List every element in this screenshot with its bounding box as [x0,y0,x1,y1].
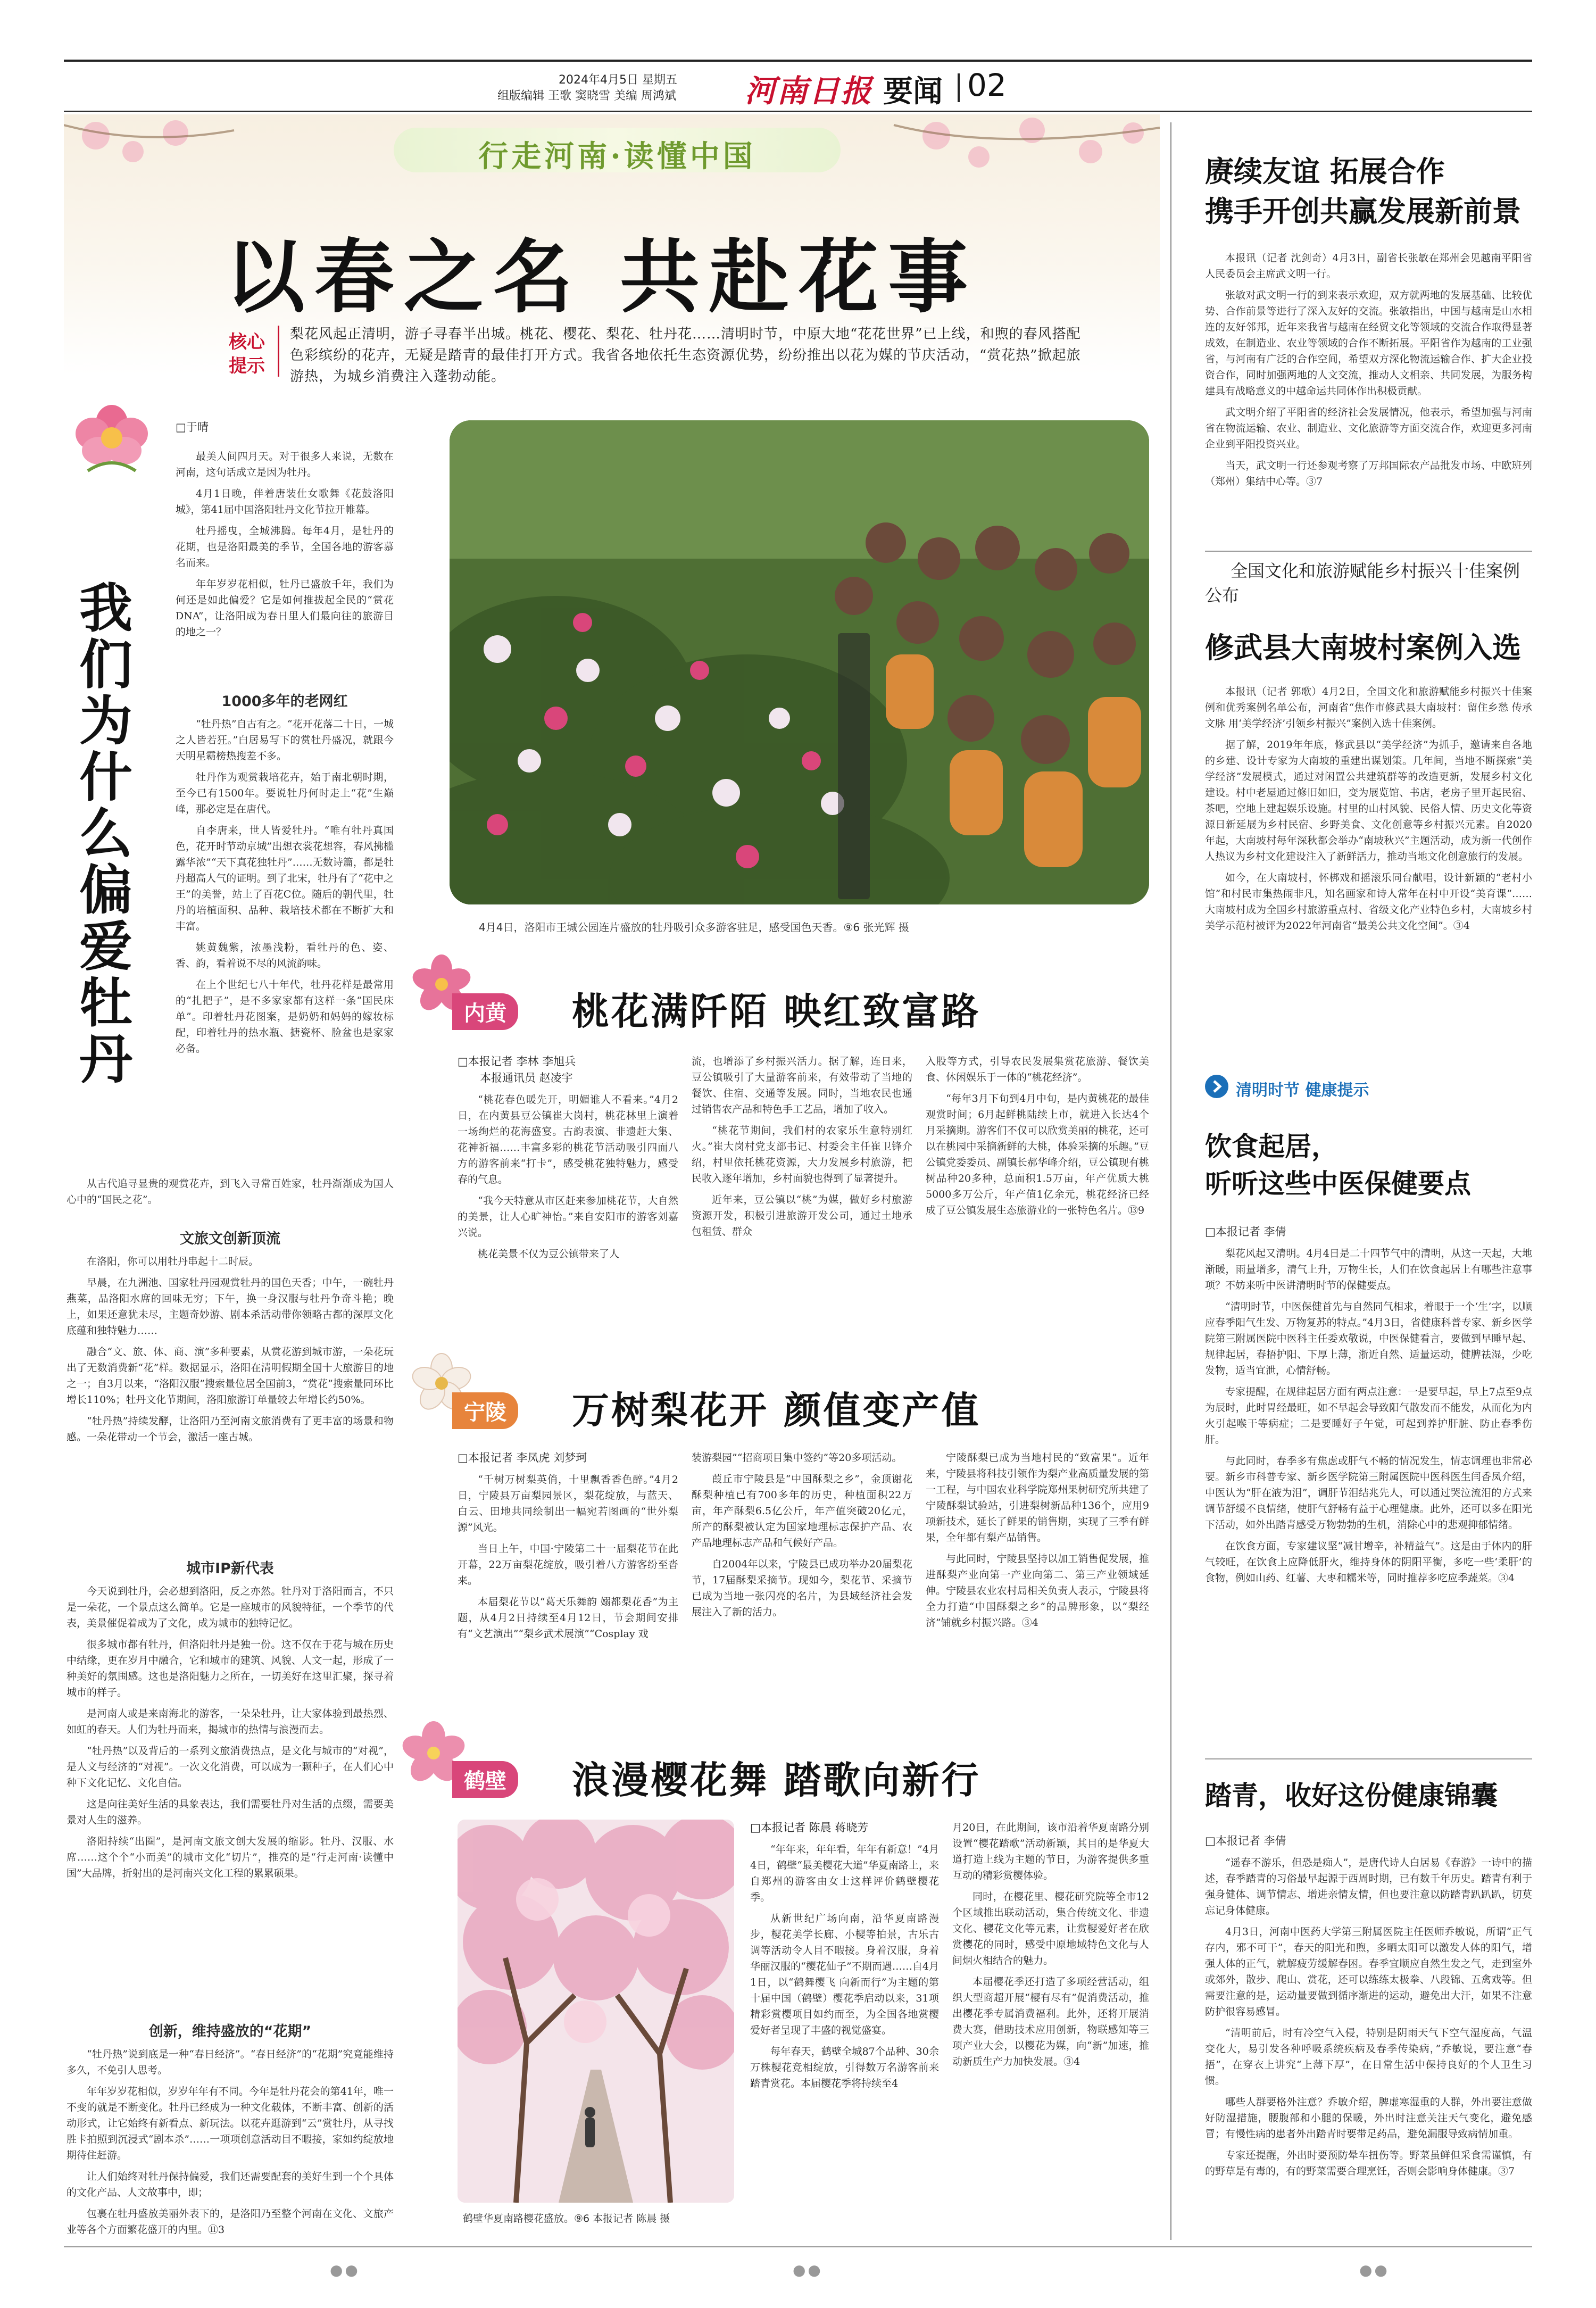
arrow-right-icon [1205,1075,1228,1098]
ningling-col-2 [692,1450,912,1726]
peony-crowd-illustration [450,420,1149,904]
peony-section-4 [66,2016,394,2240]
cherry-avenue-photo [458,1820,734,2203]
peony-s1-p6: 从古代追寻显贵的观赏花卉，到飞入寻常百姓家，牡丹渐渐成为国人心中的“国民之花”。 [66,1178,394,1206]
a2-title: 修武县大南坡村案例入选 [1205,630,1521,665]
a3-badge [1205,1075,1471,1098]
ningling-col-1 [458,1450,678,1726]
footer-dots-center: ●● [793,2261,823,2279]
a3-byline: □本报记者 李倩 [1205,1225,1286,1238]
peony-s3-p1: 今天说到牡丹，会必想到洛阳，反之亦然。牡丹对于洛阳而言，不只是一朵花，一个景点这么简单。它是一座城市的风貌特征，一个季节的代表，美景催促着成为了文化，成为城市的独特记忆。 [66,1585,394,1629]
a3-title-line-1: 饮食起居， [1205,1131,1338,1162]
peony-intro-p4: 年年岁岁花相似，牡丹已盛放千年，我们为何还是如此偏爱？它是如何推拔起全民的“赏花DNA”，让洛阳成为春日里人们最向往的旅游目的地之一？ [176,578,394,638]
a1-title-line-2: 携手开创共赢发展新前景 [1205,194,1521,228]
ningling-c1-p2: 当日上午，中国·宁陵第二十一届梨花节在此开幕，22万亩梨花绽放，吸引着八方游客纷至沓来。 [458,1543,678,1587]
neihuang-col-1 [458,1053,678,1357]
hebi-c2-p2: 同时，在樱花里、樱花研究院等全市12个区域推出联动活动，集合传统文化、非遗文化、樱花文化等元素，让赏樱爱好者在欣赏樱花的同时，感受中原地域特色文化与人间烟火相结合的魅力。 [952,1891,1149,1966]
main-photo-caption: 4月4日，洛阳市王城公园连片盛放的牡丹吸引众多游客驻足，感受国色天香。⑨6 张光辉 摄 [479,921,909,934]
peony-s4-p3: 让人们始终对牡丹保持偏爱，我们还需要配套的美好生到一个个具体的文化产品、人文故事中，即； [66,2171,394,2198]
right-rule-1 [1205,551,1532,552]
neihuang-title: 桃花满阡陌 映红致富路 [572,989,981,1033]
a4-p5: 专家还提醒，外出时要预防晕车扭伤等。野菜虽鲜但采食需谨慎，有的野草是有毒的，有的野菜需要合理烹饪，否则会影响身体健康。③7 [1205,2149,1532,2177]
a2-p1: 本报讯（记者 郭歌）4月2日，全国文化和旅游赋能乡村振兴十佳案例和优秀案例名单公布，河南省“焦作市修武县大南坡村：留住乡愁 传承文脉 用‘美学经济’引领乡村振兴”案例入选十佳案例。 [1205,686,1532,729]
neihuang-tag: 内黄 [452,993,518,1030]
neihuang-c3-p2: “每年3月下旬到4月中旬，是内黄桃花的最佳观赏时间；6月起鲜桃陆续上市，就进入长达4个月采摘期。游客们不仅可以欣赏美丽的桃花，还可以在桃园中采摘新鲜的大桃，体验采摘的乐趣。”豆公镇党委委员、副镇长郝华峰介绍，豆公镇现有桃树品种20多种，总面积1.5万亩，年产优质大桃5000多万公斤，年产值1亿余元，桃花经济已经成了豆公镇发展生态旅游业的一张特色名片。⑬9 [926,1093,1149,1216]
a3-p4: 与此同时，春季多有焦虑或肝气不畅的情况发生，情志调理也非常必要。新乡市科普专家、新乡医学院第三附属医院中医科医生闫香凤介绍，中医认为“肝在液为泪”，调肝节泪结兆先人，可以通过哭泣流泪的方式来调节舒缓不良情绪，使肝气舒畅有益于心理健康。此外，还可以多在阳光下活动，如外出踏青感受万物勃勃的生机，消除心中的悲观抑郁情绪。 [1205,1455,1532,1531]
core-divider [278,326,279,377]
newspaper-logo: 河南日报 [745,73,873,109]
peony-section-1 [176,686,394,1176]
hebi-byline: □本报记者 陈晨 蒋晓芳 [750,1821,869,1834]
section-name: 要闻 [883,74,943,109]
banner-slogan: 行走河南·读懂中国 [478,139,756,174]
hebi-photo-caption: 鹤壁华夏南路樱花盛放。⑨6 本报记者 陈晨 摄 [463,2213,670,2224]
a3-p2: “清明时节，中医保健首先与自然同气相求，着眼于一个‘生’字，以顺应春季阳气生发、万物复苏的特点。”4月3日，省健康科普专家、新乡医学院第三附属医院中医科主任委欢敬说，中医保健看言，要做到早睡早起、规律起居，春捂护阳、下厚上薄，浙近自然、适量运动，健脾祛湿，少吃发物，适当宜泄，心情舒畅。 [1205,1301,1532,1376]
hebi-c2-p3: 本届樱花季还打造了多项经营活动，组织大型商超开展“樱有尽有”促消费活动，推出樱花季专属消费福利。此外，还将开展消费大赛，借助技术应用创新，物联感知等三项产业大会，以樱花为媒，向“新”加速，推动新质生产力加快发展。③4 [952,1976,1149,2068]
peony-s4-p1: “牡丹热”说到底是一种“春日经济”。“春日经济”的“花期”究竟能维持多久，不免引人思考。 [66,2048,394,2076]
peony-s2-p2: 早晨，在九洲池、国家牡丹园观赏牡丹的国色天香；中午，一碗牡丹燕菜，品洛阳水席的回味无穷；下午，换一身汉服与牡丹争奇斗艳；晚上，如果还意犹未尽，主题奇妙游、剧本杀活动带你领略古都的深厚文化底蕴和独特魅力…… [66,1277,394,1336]
peony-heading-4: 创新，维持盛放的“花期” [148,2023,312,2040]
hebi-c1-p2: 从新世纪广场向南，沿华夏南路漫步，樱花美学长廊、小樱等拍景，古乐古调等活动令人目不暇接。身着汉服，身着华丽汉服的“樱花仙子”不期而遇……自4月1日，以“鹤舞樱飞 向新而行”为主题的第十届中国（鹤壁）樱花季启动以来，31项精彩赏樱项目如约而至，为全国各地赏樱爱好者呈现了丰盛的视觉盛宴。 [750,1913,939,2036]
peony-intro-p3: 牡丹摇曳，全城沸腾。每年4月，是牡丹的花期，也是洛阳最美的季节，全国各地的游客慕名而来。 [176,525,394,569]
peony-heading-1: 1000多年的老网红 [221,693,348,710]
peony-section-1-end [66,1176,394,1229]
banner-headline: 以春之名 共赴花事 [225,230,978,324]
a4-p1: “遥春不游乐，但恐是痴人”，是唐代诗人白居易《春游》一诗中的描述，春季踏青的习俗最早起源于西周时期，已有数千年历史。踏青有利于强身健体、调节情志、增进亲情友情，但也要注意以防踏青趴趴趴，切莫忘记身体健康。 [1205,1857,1532,1916]
peony-crowd-photo [450,420,1149,904]
masthead-editors: 组版编辑 王歌 窦晓雪 美编 周鸿斌 [497,89,676,103]
a2-body [1205,684,1532,1061]
a3-title-line-2: 听听这些中医保健要点 [1205,1168,1471,1199]
ningling-c2-p1: 装游梨园”“招商项目集中签约”等20多项活动。 [692,1452,902,1464]
peony-s1-p3: 自李唐来，世人皆爱牡丹。“唯有牡丹真国色，花开时节动京城”出想衣裳花想容，春风拂槛露华浓”“天下真花独牡丹”……无数诗篇，都是牡丹超高人气的证明。到了北宋，牡丹有了“花中之王”的美誉，站上了百花C位。随后的朝代里，牡丹的培植面积、品种、栽培技术都在不断扩大和丰富。 [176,825,394,932]
a1-p2: 张敏对武文明一行的到来表示欢迎，双方就两地的发展基础、比较优势、合作前景等进行了深入友好的交流。张敏指出，中国与越南是山水相连的友好邻邦，近年来我省与越南在经贸文化等领域的交流合作取得显著成效，在制造业、农业等领域的合作不断拓展。平阳省作为越南的工业强省，与河南有广泛的合作空间，希望双方深化物流运输合作、扩大企业投资合作，同时加强两地的人文交流，推动人文相亲、共同发展，为服务构建具有战略意义的中越命运共同体作出积极贡献。 [1205,289,1532,397]
peony-s1-p4: 姚黄魏紫，浓墨浅粉，看牡丹的色、姿、香、韵，看着说不尽的风流韵味。 [176,942,394,969]
neihuang-c2-p1: 流，也增添了乡村振兴活力。据了解，连日来，豆公镇吸引了大量游客前来，有效带动了当地的餐饮、住宿、交通等发展。同时，当地农民也通过销售农产品和特色手工艺品，增加了收入。 [692,1056,912,1115]
hebi-tag: 鹤壁 [452,1761,518,1798]
peony-heading-3: 城市IP新代表 [186,1560,274,1577]
bottom-rule [64,2246,1532,2247]
a1-body [1205,250,1532,548]
peony-s3-p2: 很多城市都有牡丹，但洛阳牡丹是独一份。这不仅在于花与城在历史中结缘，更在岁月中融合，它和城市的建筑、风貌、人文一起，形成了一种美好的氛围感。这也是洛阳魅力之所在，一切美好在这里汇聚，探寻着城市的样子。 [66,1639,394,1698]
hebi-c1-p3: 每年春天，鹤壁全城87个品种、30余万株樱花竞相绽放，引得数万名游客前来踏青赏花。本届樱花季将持续至4 [750,2046,939,2089]
neihuang-c1-p3: 桃花美景不仅为豆公镇带来了人 [478,1248,620,1260]
masthead-rule [64,111,1532,112]
peony-s3-p4: “牡丹热”以及背后的一系列文旅消费热点，是文化与城市的“对视”，是人文与经济的“对视”。一次文化消费，可以成为一颗种子，在人们心中种下文化记忆、文化自信。 [66,1745,394,1789]
ningling-c3-p1: 宁陵酥梨已成为当地村民的“致富果”。近年来，宁陵县将科技引领作为梨产业高质量发展的第一工程，与中国农业科学院郑州果树研究所共建了宁陵酥梨试验站，引进梨树新品种136个，应用9项新技术，延长了鲜果的销售期，实现了三季有鲜果，全年都有梨产品销售。 [926,1452,1149,1543]
ningling-tag: 宁陵 [452,1392,518,1429]
a1-p4: 当天，武文明一行还参观考察了万邦国际农产品批发市场、中欧班列（郑州）集结中心等。③7 [1205,460,1532,487]
right-rule-2 [1205,1758,1532,1759]
a4-p4: 哪些人群要格外注意？乔敏介绍，脾虚寒湿重的人群，外出要注意做好防湿措施，腰腹部和小腿的保暖，外出时注意关注天气变化，避免感冒；有慢性病的患者外出踏青时要带足药品，避免漏服导致病情加重。 [1205,2096,1532,2140]
hebi-title: 浪漫樱花舞 踏歌向新行 [572,1758,981,1802]
neihuang-c2-p3: 近年来，豆公镇以“桃”为媒，做好乡村旅游资源开发，积极引进旅游开发公司，通过土地承包租赁、群众 [692,1194,912,1238]
ningling-col-3 [926,1450,1149,1726]
a2-kicker: 全国文化和旅游赋能乡村振兴十佳案例公布 [1205,561,1520,605]
masthead-date: 2024年4月5日 星期五 [559,73,677,87]
footer-dots-left: ●● [330,2261,360,2279]
a1-title-line-1: 赓续友谊 拓展合作 [1205,154,1445,188]
peony-s4-p4: 包裹在牡丹盛放美丽外表下的，是洛阳乃至整个河南在文化、文旅产业等各个方面繁花盛开的内里。⑪3 [66,2208,394,2236]
hebi-c1-p1: “年年来，年年看，年年有新意！”4月4日，鹤壁“最美樱花大道”华夏南路上，来自郑州的游客由女士这样评价鹤壁樱花季。 [750,1844,939,1903]
a1-p3: 武文明介绍了平阳省的经济社会发展情况，他表示，希望加强与河南省在物流运输、农业、制造业、文化旅游等方面交流合作，欢迎更多河南企业到平阳投资兴业。 [1205,406,1532,450]
top-rule [64,60,1532,62]
page-number: 02 [967,67,1007,103]
ningling-byline: □本报记者 李凤虎 刘梦珂 [458,1451,587,1464]
hebi-c2-p1: 月20日，在此期间，该市沿着华夏南路分别设置“樱花踏歌”活动新颖，其目的是华夏大道打造上线为主题的节日，为游客提供多重互动的精彩赏樱体验。 [952,1822,1149,1881]
peony-section-3 [66,1554,394,2016]
a4-body [1205,1833,1532,2243]
peony-heading-2: 文旅文创新顶流 [180,1231,280,1247]
peony-s4-p2: 年年岁岁花相似，岁岁年年有不同。今年是牡丹花会的第41年，唯一不变的就是不断变化。牡丹已经成为一种文化载体，不断丰富、创新的活动形式，让它始终有新看点、新玩法。以花卉逛游到“云”赏牡丹，从寻找胜卡拍照到沉浸式“剧本杀”……一项项创意活动目不暇接，家如约绽放地期待住赶游。 [66,2086,394,2161]
cherry-avenue-illustration [458,1820,734,2203]
a3-p3: 专家提醒，在规律起居方面有两点注意：一是要早起，早上7点至9点为辰时，此时胃经最旺，如不早起会导致阳气散发而不能发，从而化为内火引起喉干等病症；二是要睡好子午觉，可起到养护肝脏、防止春季伤肝。 [1205,1386,1532,1446]
a2-p3: 如今，在大南坡村，怀梆戏和摇滚乐同台献唱，设计新颖的“老村小馆”和村民市集热闹非凡，知名画家和诗人常年在村中开设“美育课”……大南坡村成为全国乡村旅游重点村、省级文化产业特色乡村，大南坡乡村美学示范村被评为2022年河南省“最美公共文化空间”。③4 [1205,872,1532,932]
neihuang-byline-1: □本报记者 李林 李旭兵 [458,1055,576,1068]
ningling-c1-p1: “千树万树梨英俏，十里飘香香色醉。”4月2日，宁陵县万亩梨园景区，梨花绽放，与蓝天、白云、田地共同绘制出一幅宛若图画的“世外梨源”风光。 [458,1474,678,1533]
ningling-title: 万树梨花开 颜值变产值 [572,1388,981,1432]
hebi-col-1 [750,1820,939,2229]
section-divider [958,73,960,102]
a4-p2: 4月3日，河南中医药大学第三附属医院主任医师乔敏说，所谓“正气存内，邪不可干”，春天的阳光和煦，多晒太阳可以激发人体的阳气，增强人体的正气，就解疲劳缓解春困。春季宜顺应自然生发之气，走到室外或郊外，散步、爬山、赏花，还可以练练太极拳、八段锦、五禽戏等。但需要注意的是，运动量要做到循序渐进的运动，避免出大汗，如果不注意防护很容易感冒。 [1205,1926,1532,2018]
a2-p2: 据了解，2019年年底，修武县以“美学经济”为抓手，邀请来自各地的乡建、设计专家为大南坡的重建出谋划策。几年间，当地不断探索“美学经济”发展模式，通过对闲置公共建筑群等的改造更新，发展乡村文化建设。村中老屋通过修旧如旧，变为展览馆、书店，老房子里开起民宿、茶吧，空地上建起娱乐设施。村里的山村风貌、民俗人情、历史文化等资源日新延展为乡村民宿、乡野美食、文化创意等乡村振兴元素。自2020年起，大南坡村每年深秋都会举办“南坡秋兴”主题活动，成为新一代创作人热议为乡村文化建设注入了新鲜活力，推动当地文化创意旅行的发展。 [1205,739,1532,862]
neihuang-c1-p1: “桃花春色暖先开，明媚谁人不看来。”4月2日，在内黄县豆公镇崔大岗村，桃花林里上演着一场绚烂的花海盛宴。古韵表演、非遗赶大集、花神祈福……丰富多彩的桃花节活动吸引四面八方的游客前来“打卡”，感受桃花独特魅力，感受春的气息。 [458,1094,678,1185]
a3-p1: 梨花风起又清明。4月4日是二十四节气中的清明，从这一天起，大地渐暖，雨量增多，清气上升，万物生长，人们在饮食起居上有哪些注意事项？不妨来听中医讲清明时节的保健要点。 [1205,1248,1532,1291]
peony-s2-p4: “牡丹热”持续发酵，让洛阳乃至河南文旅消费有了更丰富的场景和物感。一朵花带动一个节会，激活一座古城。 [66,1415,394,1443]
neihuang-col-2 [692,1053,912,1357]
core-label-2: 提示 [229,355,265,377]
hebi-col-2 [952,1820,1149,2229]
peony-intro [176,449,394,683]
peony-s3-p3: 是河南人或是来南海北的游客，一朵朵牡丹，让大家体验到最热烈、如虹的春天。人们为牡丹而来，揭城市的热情与浪漫而去。 [66,1708,394,1736]
peony-s1-p5: 在上个世纪七八十年代，牡丹花样是最常用的“扎把子”，是不多家家都有这样一条“国民床单”。印着牡丹花图案，是奶奶和妈妈的嫁妆标配，印着牡丹的热水瓶、搪瓷杯、脸盆也是家家必备。 [176,979,394,1055]
footer-dots-right: ●● [1359,2261,1390,2279]
neihuang-c2-p2: “桃花节期间，我们村的农家乐生意特别红火。”崔大岗村党支部书记、村委会主任崔卫锋介绍，村里依托桃花资源，大力发展乡村旅游，把民收入逐年增加，乡村面貌也得到了显著提升。 [692,1125,912,1184]
core-summary: 梨花风起正清明，游子寻春半出城。桃花、樱花、梨花、牡丹花……清明时节，中原大地“花花世界”已上线，和煦的春风搭配色彩缤纷的花卉，无疑是踏青的最佳打开方式。我省各地依托生态资源优势，纷纷推出以花为媒的节庆活动，“赏花热”掀起旅游热，为城乡消费注入蓬勃动能。 [290,326,1081,385]
a1-p1: 本报讯（记者 沈剑奇）4月3日，副省长张敏在郑州会见越南平阳省人民委员会主席武文明一行。 [1205,252,1532,280]
neihuang-c1-p2: “我今天特意从市区赶来参加桃花节，大自然的美景，让人心旷神怡。”来自安阳市的游客刘嘉兴说。 [458,1195,678,1239]
a3-badge-label: 清明时节 健康提示 [1236,1081,1369,1100]
ningling-c2-p3: 自2004年以来，宁陵县已成功举办20届梨花节，17届酥梨采摘节。现如今，梨花节、采摘节已成为当地一张闪亮的名片，为县域经济社会发展注入了新的活力。 [692,1558,912,1618]
peony-title: 我们为什么偏爱牡丹 [70,580,133,1087]
ningling-c1-p3: 本届梨花节以“葛天乐舞韵 嫋都梨花香”为主题，从4月2日持续至4月12日，节会期间安排有“文艺演出”“梨乡武术展演”“Cosplay 戏 [458,1596,678,1640]
peony-s1-p1: “牡丹热”自古有之。“花开花落二十日，一城之人皆若狂。”白居易写下的赏牡丹盛况，就跟今天明星霸榜热搜差不多。 [176,718,394,762]
neihuang-col-3 [926,1053,1149,1357]
peony-s3-p6: 洛阳持续“出圈”，是河南文旅文创大发展的缩影。牡丹、汉服、水席……这个个“小而美”的城市文化“切片”，推亮的是“行走河南·读懂中国”大品牌，折射出的是河南兴文化工程的累累硕果。 [66,1836,394,1879]
core-label-1: 核心 [229,331,265,353]
a3-p5: 在饮食方面，专家建议坚“减甘增辛，补精益气”。这是由于体内的肝气较旺，在饮食上应降低肝火，维持身体的阴阳平衡，多吃一些‘柔肝’的食物，例如山药、红薯、大枣和糯米等，同时推荐多吃应季蔬菜。③4 [1205,1540,1532,1584]
a3-body [1205,1224,1532,1756]
a4-title: 踏青，收好这份健康锦囊 [1205,1780,1498,1811]
a4-byline: □本报记者 李倩 [1205,1834,1286,1847]
peony-section-2 [66,1224,394,1554]
ningling-c3-p2: 与此同时，宁陵县坚持以加工销售促发展，推进酥梨产业向第一产业向第二、第三产业领域延伸。宁陵县农业农村局相关负责人表示，宁陵县将全力打造“中国酥梨之乡”的品牌形象，以“梨经济”铺就乡村振兴路。③4 [926,1553,1149,1629]
peony-s1-p2: 牡丹作为观赏栽培花卉，始于南北朝时期，至今已有1500年。要说牡丹何时走上“花”生巅峰，那必定是在唐代。 [176,771,394,815]
right-column-divider [1170,122,1171,2240]
peony-s2-p3: 融合“文、旅、体、商、演”多种要素，从赏花游到城市游，一朵花玩出了无数消费新“花”样。数据显示，洛阳在清明假期全国十大旅游目的地之一；自3月以来，“洛阳汉服”搜索量位居全国前3，“赏花”搜索量同环比增长110%；牡丹文化节期间，洛阳旅游订单量较去年增长约50%。 [66,1346,394,1406]
peony-flower-icon [66,396,157,476]
ningling-c2-p2: 葭丘市宁陵县是“中国酥梨之乡”，金顶谢花酥梨种植已有700多年的历史，种植面积22万亩，年产酥梨6.5亿公斤，年产值突破20亿元，所产的酥梨被认定为国家地理标志保护产品、农产品地理标志产品和气候好产品。 [692,1473,912,1549]
peony-intro-p1: 最美人间四月天。对于很多人来说，无数在河南，这句话成立是因为牡丹。 [176,451,394,478]
neihuang-c3-p1: 入股等方式，引导农民发展集赏花旅游、餐饮美食、休闲娱乐于一体的“桃花经济”。 [926,1056,1149,1083]
peony-intro-p2: 4月1日晚，伴着唐装仕女歌舞《花鼓洛阳城》，第41届中国洛阳牡丹文化节拉开帷幕。 [176,488,394,516]
peony-s3-p5: 这是向往美好生活的具象表达，我们需要牡丹对生活的点缀，需要美景对人生的滋养。 [66,1798,394,1826]
a4-p3: “清明前后，时有冷空气入侵，特别是阴雨天气下空气湿度高，气温变化大，易引发各种呼吸系统疾病及春季传染病，”乔敏说，要注意“春捂”，在穿衣上讲究“上薄下厚”，在日常生活中保持良好的个人卫生习惯。 [1205,2027,1532,2087]
peony-s2-p1: 在洛阳，你可以用牡丹串起十二时辰。 [87,1256,259,1267]
neihuang-byline-2: 本报通讯员 赵凌宇 [480,1072,573,1084]
peony-author: □于晴 [176,421,209,434]
